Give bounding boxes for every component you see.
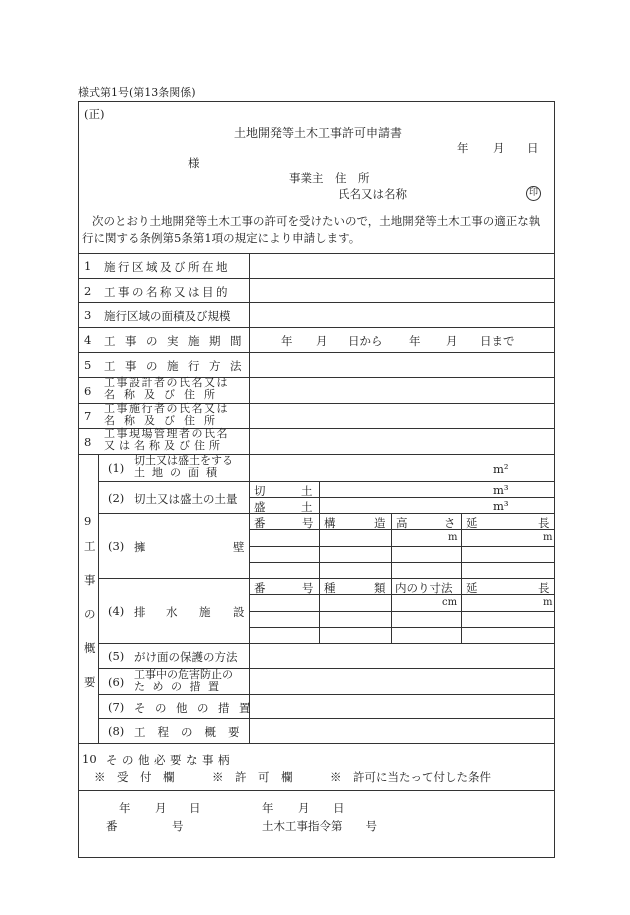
footer-year: 年 [262,801,274,815]
row-label-manager: 工事現場管理者の氏名 又は名称及び住所 [104,427,229,452]
period-month: 月 [446,334,458,348]
fill-label: 盛 [254,500,266,514]
col-header: 種 [324,581,336,595]
unit-area: m² [493,462,509,476]
sub-label-safety: 工事中の危害防止の ための措置 [134,668,233,693]
col-header: 番 [254,581,266,595]
seal-icon: 印 [526,186,541,201]
row-label-location: 施行区域及び所在地 [104,260,230,274]
fill-label: 土 [301,500,313,514]
period-until: 日まで [480,334,515,348]
sub-number: (8) [108,724,125,738]
sub-label-wall: 壁 [233,540,245,554]
col-header: 造 [374,516,386,530]
footer-directive-number: 土木工事指令第 号 [262,819,377,833]
sub-label-volume: 切土又は盛土の土量 [134,492,238,506]
date-month: 月 [493,141,505,155]
sub-number: (3) [108,539,125,553]
unit-length: m [543,532,553,543]
period-year: 年 [281,334,293,348]
row-number: 7 [84,409,92,423]
unit-length: m [543,597,553,608]
sub-label-drain: 排 [134,605,146,619]
footer-month: 月 [298,801,310,815]
sub-number: (2) [108,491,125,505]
section-char: 工 [84,539,96,553]
conditions-label: ※ 許可に当たって付した条件 [330,770,491,784]
unit-volume: m³ [493,499,509,513]
row-label-method: 工事の施行方法 [104,359,251,373]
unit-size: cm [442,597,458,608]
sub-label-drain: 設 [233,605,245,619]
sub-number: (4) [108,604,125,618]
sub-label-wall: 擁 [134,540,146,554]
reception-label: ※ 受 付 欄 [94,770,175,784]
col-header: 号 [302,581,314,595]
sub-label-area: 切土又は盛土をする 土地の面積 [134,454,233,479]
period-from: 日から [348,334,383,348]
date-year: 年 [457,141,469,155]
footer-day: 日 [189,801,201,815]
col-header: 長 [538,516,550,530]
period-year: 年 [409,334,421,348]
sub-label-drain: 施 [199,605,211,619]
applicant-address-label: 事業主 住 所 [289,171,370,185]
intro-text-1: 次のとおり土地開発等土木工事の許可を受けたいので，土地開発等土木工事の適正な執 [92,214,541,228]
period-month: 月 [316,334,328,348]
applicant-name-label: 氏名又は名称 [338,187,407,201]
sub-number: (7) [108,700,125,714]
footer-month: 月 [155,801,167,815]
row-number: 5 [84,358,92,372]
col-header: 高 [396,516,408,530]
cut-label: 土 [301,484,313,498]
form-title: 土地開発等土木工事許可申請書 [234,126,403,140]
row-number: 6 [84,384,92,398]
date-day: 日 [527,141,539,155]
section-char: 要 [84,675,96,689]
form-id: 様式第1号(第13条関係) [78,86,196,99]
footer-year: 年 [119,801,131,815]
col-header: さ [444,516,456,530]
footer-number: 番 [106,819,118,833]
col-header: 延 [466,516,478,530]
section-char: の [84,607,96,621]
section-number: 9 [84,514,92,528]
row-number: 8 [84,435,92,449]
row-number: 10 [82,752,97,766]
row-label-purpose: 工事の名称又は目的 [104,285,230,299]
intro-text-2: 行に関する条例第5条第1項の規定により申請します。 [82,231,361,245]
row-number: 2 [84,284,92,298]
section-char: 概 [84,641,96,655]
cut-label: 切 [254,484,266,498]
addressee: 様 [188,156,200,170]
sub-label-other: その他の措置 [134,701,260,715]
sub-label-drain: 水 [166,605,178,619]
col-header: 構 [324,516,336,530]
footer-number: 号 [172,819,184,833]
sub-number: (5) [108,649,125,663]
permit-label: ※ 許 可 欄 [212,770,293,784]
col-header: 号 [302,516,314,530]
row-number: 3 [84,308,92,322]
row-label-contractor: 工事施行者の氏名又は 名称及び住所 [104,402,229,427]
col-header: 長 [538,581,550,595]
col-header: 延 [466,581,478,595]
copy-mark: (正) [84,107,105,121]
col-header: 内のり寸法 [395,581,453,595]
footer-day: 日 [333,801,345,815]
section-char: 事 [84,573,96,587]
col-header: 類 [374,581,386,595]
sub-label-slope: がけ面の保護の方法 [134,650,238,664]
sub-number: (1) [108,461,125,475]
row-number: 1 [84,259,92,273]
row-label-other: その他必要な事柄 [106,753,234,767]
row-label-period: 工事の実施期間 [104,334,251,348]
row-label-area: 施行区域の面積及び規模 [104,309,231,323]
sub-label-schedule: 工程の概要 [134,725,252,739]
unit-volume: m³ [493,483,509,497]
row-label-designer: 工事設計者の氏名又は 名称及び住所 [104,376,229,401]
sub-number: (6) [108,675,125,689]
row-number: 4 [84,333,92,347]
unit-height: m [448,532,458,543]
col-header: 番 [254,516,266,530]
